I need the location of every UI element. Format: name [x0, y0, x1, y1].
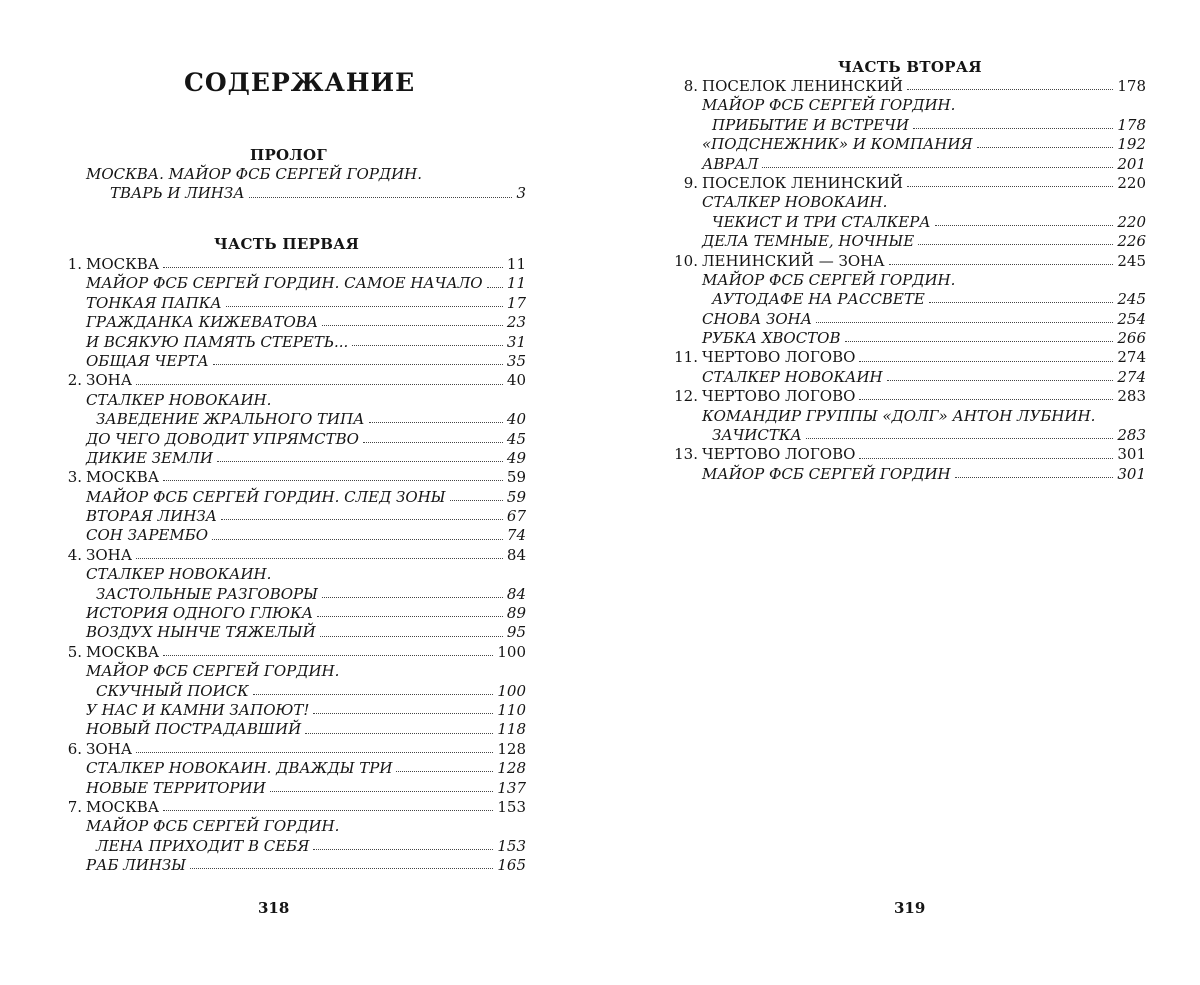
chapter-number: 4. — [67, 545, 82, 564]
toc-entry-page: 49 — [506, 448, 526, 467]
leader-dots — [887, 380, 1114, 381]
toc-chapter-row[interactable] — [56, 740, 526, 759]
leader-dots — [935, 225, 1114, 226]
toc-row[interactable] — [672, 368, 1146, 387]
leader-dots — [955, 477, 1114, 478]
toc-row[interactable] — [56, 430, 526, 449]
part-two-heading: ЧАСТЬ ВТОРАЯ — [838, 58, 982, 76]
toc-entry-title: СТАЛКЕР НОВОКАИН. — [86, 565, 272, 584]
toc-entry-title: СОН ЗАРЕМБО — [86, 526, 209, 545]
chapter-number: 11. — [674, 348, 698, 367]
toc-entry-page: 128 — [497, 759, 526, 778]
toc-entry-title: ТОНКАЯ ПАПКА — [86, 293, 222, 312]
toc-chapter-row[interactable] — [56, 643, 526, 662]
chapter-number: 7. — [67, 797, 82, 816]
toc-row[interactable] — [672, 213, 1146, 232]
toc-row[interactable] — [56, 294, 526, 313]
part-one-toc — [56, 255, 526, 876]
toc-entry-page: 40 — [506, 410, 526, 429]
leader-dots — [163, 480, 503, 481]
toc-entry-page: 118 — [497, 720, 526, 739]
toc-entry-title: СКУЧНЫЙ ПОИСК — [96, 681, 249, 700]
leader-dots — [929, 302, 1114, 303]
toc-row[interactable] — [672, 426, 1146, 445]
toc-row[interactable] — [56, 352, 526, 371]
toc-row[interactable] — [672, 116, 1146, 135]
toc-entry-title: РАБ ЛИНЗЫ — [86, 856, 187, 875]
toc-entry-page: 245 — [1117, 251, 1146, 270]
toc-entry-page: 192 — [1117, 135, 1146, 154]
toc-entry-title: ЧЕКИСТ И ТРИ СТАЛКЕРА — [712, 212, 931, 231]
toc-entry-title: СТАЛКЕР НОВОКАИН. — [702, 193, 888, 212]
page-number: 318 — [258, 899, 290, 917]
toc-entry-title: НОВЫЕ ТЕРРИТОРИИ — [86, 778, 266, 797]
toc-entry-page: 11 — [506, 274, 526, 293]
leader-dots — [907, 89, 1113, 90]
prologue-list — [56, 165, 526, 204]
toc-entry-page: 40 — [506, 371, 526, 390]
toc-entry-page: 165 — [497, 856, 526, 875]
toc-entry-page: 11 — [506, 255, 526, 273]
toc-chapter-row[interactable] — [672, 387, 1146, 406]
toc-entry-page: 245 — [1117, 290, 1146, 309]
toc-entry-title: ЧЕРТОВО ЛОГОВО — [702, 445, 856, 464]
toc-entry-title: ЛЕНИНСКИЙ — ЗОНА — [702, 251, 885, 270]
toc-entry-page: 100 — [497, 642, 526, 661]
toc-entry-title: ЗАЧИСТКА — [712, 426, 802, 445]
toc-entry-title: ИСТОРИЯ ОДНОГО ГЛЮКА — [86, 604, 314, 623]
toc-entry-title: МАЙОР ФСБ СЕРГЕЙ ГОРДИН — [702, 464, 951, 483]
toc-row[interactable] — [56, 565, 526, 584]
leader-dots — [270, 791, 494, 792]
toc-entry-page: 178 — [1117, 77, 1146, 95]
toc-chapter-row[interactable] — [56, 468, 526, 487]
leader-dots — [249, 197, 513, 198]
toc-entry-page: 201 — [1117, 154, 1146, 173]
toc-entry-title: АУТОДАФЕ НА РАССВЕТЕ — [712, 290, 925, 309]
leader-dots — [450, 500, 503, 501]
toc-entry-page: 74 — [506, 526, 526, 545]
leader-dots — [317, 616, 503, 617]
toc-chapter-row[interactable] — [672, 252, 1146, 271]
toc-row[interactable] — [672, 310, 1146, 329]
toc-chapter-row[interactable] — [672, 77, 1146, 96]
toc-entry-page: 59 — [506, 487, 526, 506]
toc-row[interactable] — [56, 856, 526, 875]
toc-entry-title: ЗАСТОЛЬНЫЕ РАЗГОВОРЫ — [96, 584, 318, 603]
toc-entry-page: 153 — [497, 836, 526, 855]
leader-dots — [859, 399, 1113, 400]
leader-dots — [889, 264, 1114, 265]
toc-entry-title: ЗОНА — [86, 545, 133, 564]
toc-row[interactable] — [56, 333, 526, 352]
toc-entry-page: 89 — [506, 604, 526, 623]
toc-entry-title: МАЙОР ФСБ СЕРГЕЙ ГОРДИН. СЛЕД ЗОНЫ — [86, 487, 446, 506]
leader-dots — [136, 558, 503, 559]
leader-dots — [363, 442, 503, 443]
toc-row[interactable] — [56, 623, 526, 642]
chapter-number: 3. — [67, 468, 82, 487]
toc-entry-title: ПОСЕЛОК ЛЕНИНСКИЙ — [702, 77, 903, 95]
toc-entry-page: 84 — [506, 584, 526, 603]
chapter-number: 9. — [683, 173, 698, 192]
leader-dots — [913, 128, 1113, 129]
part-one-heading: ЧАСТЬ ПЕРВАЯ — [214, 235, 360, 253]
leader-dots — [907, 186, 1113, 187]
toc-entry-title: МОСКВА — [86, 468, 160, 487]
toc-entry-page: 95 — [506, 623, 526, 642]
chapter-number: 6. — [67, 739, 82, 758]
toc-entry-title: «ПОДСНЕЖНИК» И КОМПАНИЯ — [702, 135, 973, 154]
toc-row[interactable] — [56, 779, 526, 798]
leader-dots — [322, 597, 503, 598]
toc-entry-title: НОВЫЙ ПОСТРАДАВШИЙ — [86, 720, 302, 739]
toc-entry-page: 283 — [1117, 387, 1146, 406]
toc-row[interactable] — [56, 526, 526, 545]
toc-entry-title: ДО ЧЕГО ДОВОДИТ УПРЯМСТВО — [86, 429, 359, 448]
toc-chapter-row[interactable] — [672, 445, 1146, 464]
toc-entry-title: ЛЕНА ПРИХОДИТ В СЕБЯ — [96, 836, 310, 855]
leader-dots — [221, 519, 503, 520]
prologue-heading: ПРОЛОГ — [250, 146, 327, 164]
toc-entry-title: МОСКВА. МАЙОР ФСБ СЕРГЕЙ ГОРДИН. — [86, 165, 423, 183]
toc-entry-page: 178 — [1117, 115, 1146, 134]
toc-entry-title: ЧЕРТОВО ЛОГОВО — [702, 348, 856, 367]
toc-entry-page: 274 — [1117, 367, 1146, 386]
toc-row[interactable] — [672, 135, 1146, 154]
toc-row[interactable] — [56, 313, 526, 332]
leader-dots — [212, 539, 503, 540]
leader-dots — [136, 752, 493, 753]
leader-dots — [396, 771, 493, 772]
leader-dots — [487, 287, 503, 288]
toc-row[interactable] — [56, 184, 526, 203]
toc-entry-page: 283 — [1117, 426, 1146, 445]
toc-row[interactable] — [56, 759, 526, 778]
part-two-toc — [672, 77, 1146, 484]
toc-row[interactable] — [672, 155, 1146, 174]
toc-entry-page: 84 — [506, 545, 526, 564]
toc-entry-title: МАЙОР ФСБ СЕРГЕЙ ГОРДИН. — [86, 817, 340, 836]
leader-dots — [845, 341, 1114, 342]
toc-row[interactable] — [56, 274, 526, 293]
leader-dots — [313, 713, 493, 714]
toc-entry-title: МОСКВА — [86, 797, 160, 816]
toc-entry-title: КОМАНДИР ГРУППЫ «ДОЛГ» АНТОН ЛУБНИН. — [702, 406, 1096, 425]
toc-entry-title: МОСКВА — [86, 642, 160, 661]
leader-dots — [163, 810, 493, 811]
toc-entry-title: МАЙОР ФСБ СЕРГЕЙ ГОРДИН. — [702, 270, 956, 289]
toc-entry-title: ЗОНА — [86, 739, 133, 758]
chapter-number: 12. — [674, 387, 698, 406]
toc-entry-title: МОСКВА — [86, 255, 160, 273]
contents-title: СОДЕРЖАНИЕ — [184, 68, 416, 97]
toc-chapter-row[interactable] — [56, 798, 526, 817]
toc-entry-page: 3 — [516, 184, 526, 203]
chapter-number: 10. — [674, 251, 698, 270]
toc-row[interactable] — [672, 407, 1146, 426]
toc-entry-title: ДИКИЕ ЗЕМЛИ — [86, 448, 213, 467]
toc-entry-page: 220 — [1117, 173, 1146, 192]
toc-row[interactable] — [56, 817, 526, 836]
toc-entry-title: СНОВА ЗОНА — [702, 309, 813, 328]
chapter-number: 8. — [683, 77, 698, 95]
chapter-number: 5. — [67, 642, 82, 661]
toc-row[interactable] — [672, 232, 1146, 251]
toc-entry-page: 128 — [497, 739, 526, 758]
toc-entry-title: ВТОРАЯ ЛИНЗА — [86, 507, 218, 526]
leader-dots — [320, 636, 503, 637]
toc-entry-title: ГРАЖДАНКА КИЖЕВАТОВА — [86, 313, 319, 332]
toc-entry-page: 35 — [506, 351, 526, 370]
toc-entry-page: 17 — [506, 293, 526, 312]
toc-row[interactable] — [672, 271, 1146, 290]
leader-dots — [217, 461, 503, 462]
toc-entry-page: 31 — [506, 332, 526, 351]
right-page — [600, 0, 1200, 985]
toc-row[interactable] — [56, 507, 526, 526]
toc-entry-page: 254 — [1117, 309, 1146, 328]
toc-chapter-row[interactable] — [56, 255, 526, 274]
leader-dots — [163, 267, 503, 268]
toc-chapter-row[interactable] — [672, 348, 1146, 367]
toc-entry-title: МАЙОР ФСБ СЕРГЕЙ ГОРДИН. — [86, 662, 340, 681]
toc-entry-page: 100 — [497, 681, 526, 700]
toc-entry-page: 220 — [1117, 212, 1146, 231]
toc-row[interactable] — [672, 290, 1146, 309]
toc-entry-title: ОБЩАЯ ЧЕРТА — [86, 351, 209, 370]
toc-row[interactable] — [672, 193, 1146, 212]
toc-entry-page: 67 — [506, 507, 526, 526]
toc-entry-title: ЗОНА — [86, 371, 133, 390]
toc-entry-page: 226 — [1117, 232, 1146, 251]
toc-entry-page: 137 — [497, 778, 526, 797]
toc-row[interactable] — [672, 329, 1146, 348]
toc-entry-page: 153 — [497, 797, 526, 816]
toc-entry-title: МАЙОР ФСБ СЕРГЕЙ ГОРДИН. — [702, 96, 956, 115]
leader-dots — [213, 364, 503, 365]
toc-chapter-row[interactable] — [672, 174, 1146, 193]
leader-dots — [136, 384, 503, 385]
toc-row[interactable] — [56, 682, 526, 701]
leader-dots — [918, 244, 1113, 245]
toc-entry-page: 45 — [506, 429, 526, 448]
toc-row[interactable] — [672, 465, 1146, 484]
toc-chapter-row[interactable] — [56, 371, 526, 390]
leader-dots — [977, 147, 1114, 148]
toc-entry-page: 59 — [506, 468, 526, 487]
leader-dots — [369, 422, 503, 423]
leader-dots — [313, 849, 493, 850]
toc-entry-page: 301 — [1117, 445, 1146, 464]
leader-dots — [859, 458, 1113, 459]
toc-row[interactable] — [672, 96, 1146, 115]
toc-entry-title: СТАЛКЕР НОВОКАИН. ДВАЖДЫ ТРИ — [86, 759, 393, 778]
toc-entry-title: ЗАВЕДЕНИЕ ЖРАЛЬНОГО ТИПА — [96, 410, 365, 429]
toc-entry-page: 23 — [506, 313, 526, 332]
toc-row[interactable] — [56, 662, 526, 681]
toc-row[interactable] — [56, 165, 526, 184]
toc-entry-title: ПОСЕЛОК ЛЕНИНСКИЙ — [702, 173, 903, 192]
leader-dots — [859, 361, 1113, 362]
toc-row[interactable] — [56, 391, 526, 410]
toc-entry-title: РУБКА ХВОСТОВ — [702, 329, 841, 348]
toc-row[interactable] — [56, 488, 526, 507]
toc-chapter-row[interactable] — [56, 546, 526, 565]
leader-dots — [322, 325, 503, 326]
leader-dots — [762, 167, 1113, 168]
chapter-number: 2. — [67, 371, 82, 390]
leader-dots — [816, 322, 1113, 323]
toc-entry-page: 110 — [497, 700, 526, 719]
toc-entry-title: ЧЕРТОВО ЛОГОВО — [702, 387, 856, 406]
page-number: 319 — [894, 899, 926, 917]
toc-entry-title: АВРАЛ — [702, 154, 759, 173]
toc-entry-page: 301 — [1117, 464, 1146, 483]
toc-entry-title: И ВСЯКУЮ ПАМЯТЬ СТЕРЕТЬ... — [86, 332, 349, 351]
toc-row[interactable] — [56, 604, 526, 623]
leader-dots — [806, 438, 1114, 439]
leader-dots — [253, 694, 494, 695]
toc-entry-title: МАЙОР ФСБ СЕРГЕЙ ГОРДИН. САМОЕ НАЧАЛО — [86, 274, 483, 293]
toc-row[interactable] — [56, 449, 526, 468]
toc-entry-title: ПРИБЫТИЕ И ВСТРЕЧИ — [712, 115, 909, 134]
toc-entry-title: У НАС И КАМНИ ЗАПОЮТ! — [86, 700, 310, 719]
leader-dots — [305, 733, 493, 734]
chapter-number: 13. — [674, 445, 698, 464]
toc-row[interactable] — [56, 837, 526, 856]
chapter-number: 1. — [67, 255, 82, 273]
toc-entry-title: СТАЛКЕР НОВОКАИН — [702, 367, 883, 386]
toc-row[interactable] — [56, 701, 526, 720]
leader-dots — [190, 868, 493, 869]
toc-entry-title: ДЕЛА ТЕМНЫЕ, НОЧНЫЕ — [702, 232, 915, 251]
toc-row[interactable] — [56, 410, 526, 429]
toc-entry-title: СТАЛКЕР НОВОКАИН. — [86, 390, 272, 409]
leader-dots — [352, 345, 503, 346]
toc-entry-page: 266 — [1117, 329, 1146, 348]
toc-entry-page: 274 — [1117, 348, 1146, 367]
toc-row[interactable] — [56, 585, 526, 604]
leader-dots — [163, 655, 493, 656]
toc-entry-title: ТВАРЬ И ЛИНЗА — [110, 184, 245, 203]
toc-row[interactable] — [56, 720, 526, 739]
toc-entry-title: ВОЗДУХ НЫНЧЕ ТЯЖЕЛЫЙ — [86, 623, 316, 642]
leader-dots — [226, 306, 503, 307]
